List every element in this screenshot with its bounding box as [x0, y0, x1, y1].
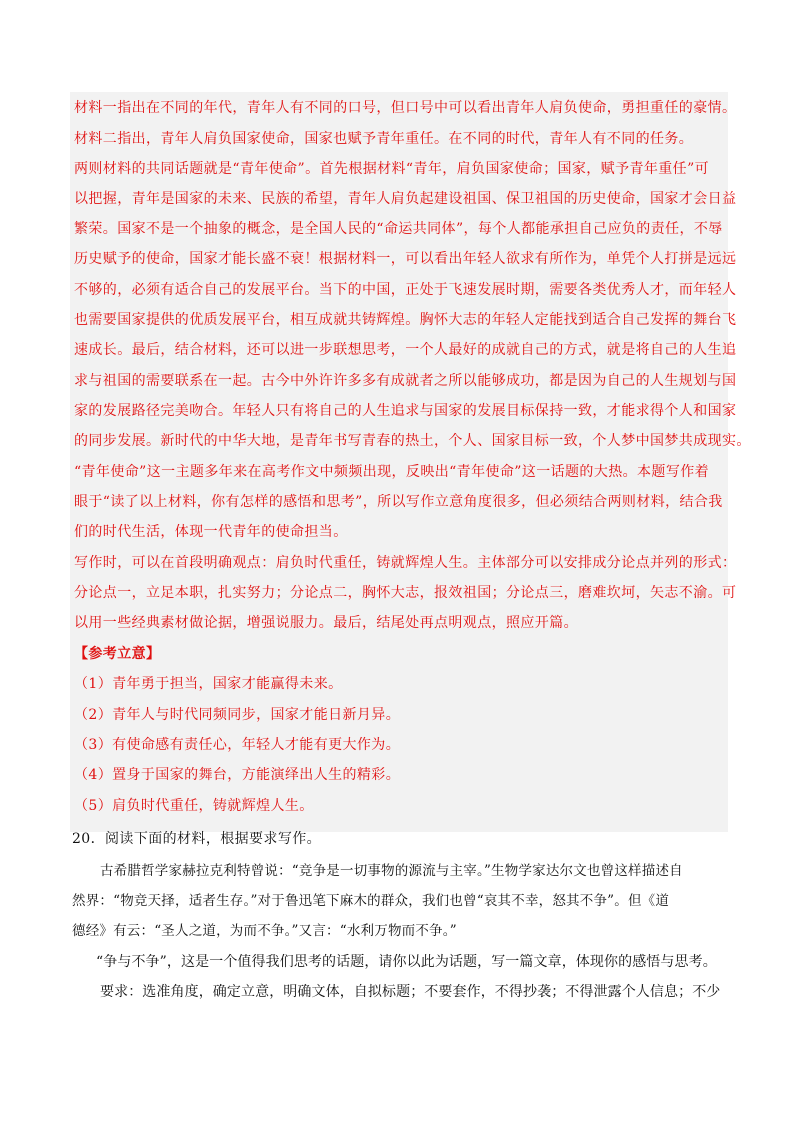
- analysis-line: 的同步发展。新时代的中华大地，是青年书写青春的热土，个人、国家目标一致，个人梦中国梦共成现实。: [74, 433, 751, 449]
- analysis-line: 以用一些经典素材做论据，增强说服力。最后，结尾处再点明观点，照应开篇。: [74, 615, 578, 631]
- analysis-line: 分论点一，立足本职，扎实努力；分论点二，胸怀大志，报效祖国；分论点三，磨难坎坷，矢志不渝。可: [74, 585, 737, 601]
- reference-item: （5）肩负时代重任，铸就辉煌人生。: [74, 798, 314, 814]
- reference-item: （1）青年勇于担当，国家才能赢得未来。: [74, 676, 343, 692]
- analysis-line: 们的时代生活，体现一代青年的使命担当。: [74, 524, 348, 540]
- analysis-line: 写作时，可以在首段明确观点：肩负时代重任，铸就辉煌人生。主体部分可以安排成分论点并列的形式：: [74, 555, 737, 571]
- analysis-line: 求与祖国的需要联系在一起。古今中外许许多多有成就者之所以能够成功，都是因为自己的人生规划与国: [74, 373, 737, 389]
- analysis-line: 速成长。最后，结合材料，还可以进一步联想思考，一个人最好的成就自己的方式，就是将自己的人生追: [74, 342, 737, 358]
- analysis-line: 两则材料的共同话题就是“青年使命”。首先根据材料“青年，肩负国家使命；国家，赋予青年重任”可: [74, 161, 710, 177]
- analysis-line: 繁荣。国家不是一个抽象的概念，是全国人民的“命运共同体”，每个人都能承担自己应负的责任，不辱: [74, 221, 723, 237]
- material-line: 德经》有云：“圣人之道，为而不争。”又言：“水利万物而不争。”: [72, 923, 457, 939]
- reference-heading: 【参考立意】: [74, 646, 161, 662]
- reference-item: （4）置身于国家的舞台，方能演绎出人生的精彩。: [74, 767, 401, 783]
- analysis-line: 眼于“读了以上材料，你有怎样的感悟和思考”，所以写作立意角度很多，但必须结合两则材料，结合我: [74, 494, 723, 510]
- question-requirements: 要求：选准角度，确定立意，明确文体，自拟标题；不要套作，不得抄袭；不得泄露个人信息；不少: [100, 984, 721, 1000]
- analysis-line: 材料一指出在不同的年代，青年人有不同的口号，但口号中可以看出青年人肩负使命，勇担重任的豪情。: [74, 100, 737, 116]
- question-title: 20．阅读下面的材料，根据要求写作。: [72, 831, 322, 847]
- analysis-line: 家的发展路径完美吻合。年轻人只有将自己的人生追求与国家的发展目标保持一致，才能求得个人和国家: [74, 403, 737, 419]
- reference-item: （3）有使命感有责任心，年轻人才能有更大作为。: [74, 737, 401, 753]
- reference-item: （2）青年人与时代同频同步，国家才能日新月异。: [74, 707, 401, 723]
- analysis-line: “青年使命”这一主题多年来在高考作文中频频出现，反映出“青年使命”这一话题的大热。本题写作着: [74, 464, 710, 480]
- analysis-line: 以把握，青年是国家的未来、民族的希望，青年人肩负起建设祖国、保卫祖国的历史使命，国家才会日益: [74, 191, 737, 207]
- analysis-line: 历史赋予的使命，国家才能长盛不衰！根据材料一，可以看出年轻人欲求有所作为，单凭个人打拼是远远: [74, 251, 737, 267]
- analysis-line: 也需要国家提供的优质发展平台，相互成就共铸辉煌。胸怀大志的年轻人定能找到适合自己发挥的舞台飞: [74, 312, 737, 328]
- question-prompt: “争与不争”，这是一个值得我们思考的话题，请你以此为话题，写一篇文章，体现你的感悟与思考。: [96, 954, 717, 970]
- analysis-line: 不够的，必须有适合自己的发展平台。当下的中国，正处于飞速发展时期，需要各类优秀人才，而年轻人: [74, 282, 737, 298]
- analysis-line: 材料二指出，青年人肩负国家使命，国家也赋予青年重任。在不同的时代，青年人有不同的任务。: [74, 131, 694, 147]
- material-line: 古希腊哲学家赫拉克利特曾说：“竞争是一切事物的源流与主宰。”生物学家达尔文也曾这样描述自: [100, 863, 683, 879]
- material-line: 然界：“物竞天择，适者生存。”对于鲁迅笔下麻木的群众，我们也曾“哀其不幸，怒其不争”。但《道: [72, 893, 670, 909]
